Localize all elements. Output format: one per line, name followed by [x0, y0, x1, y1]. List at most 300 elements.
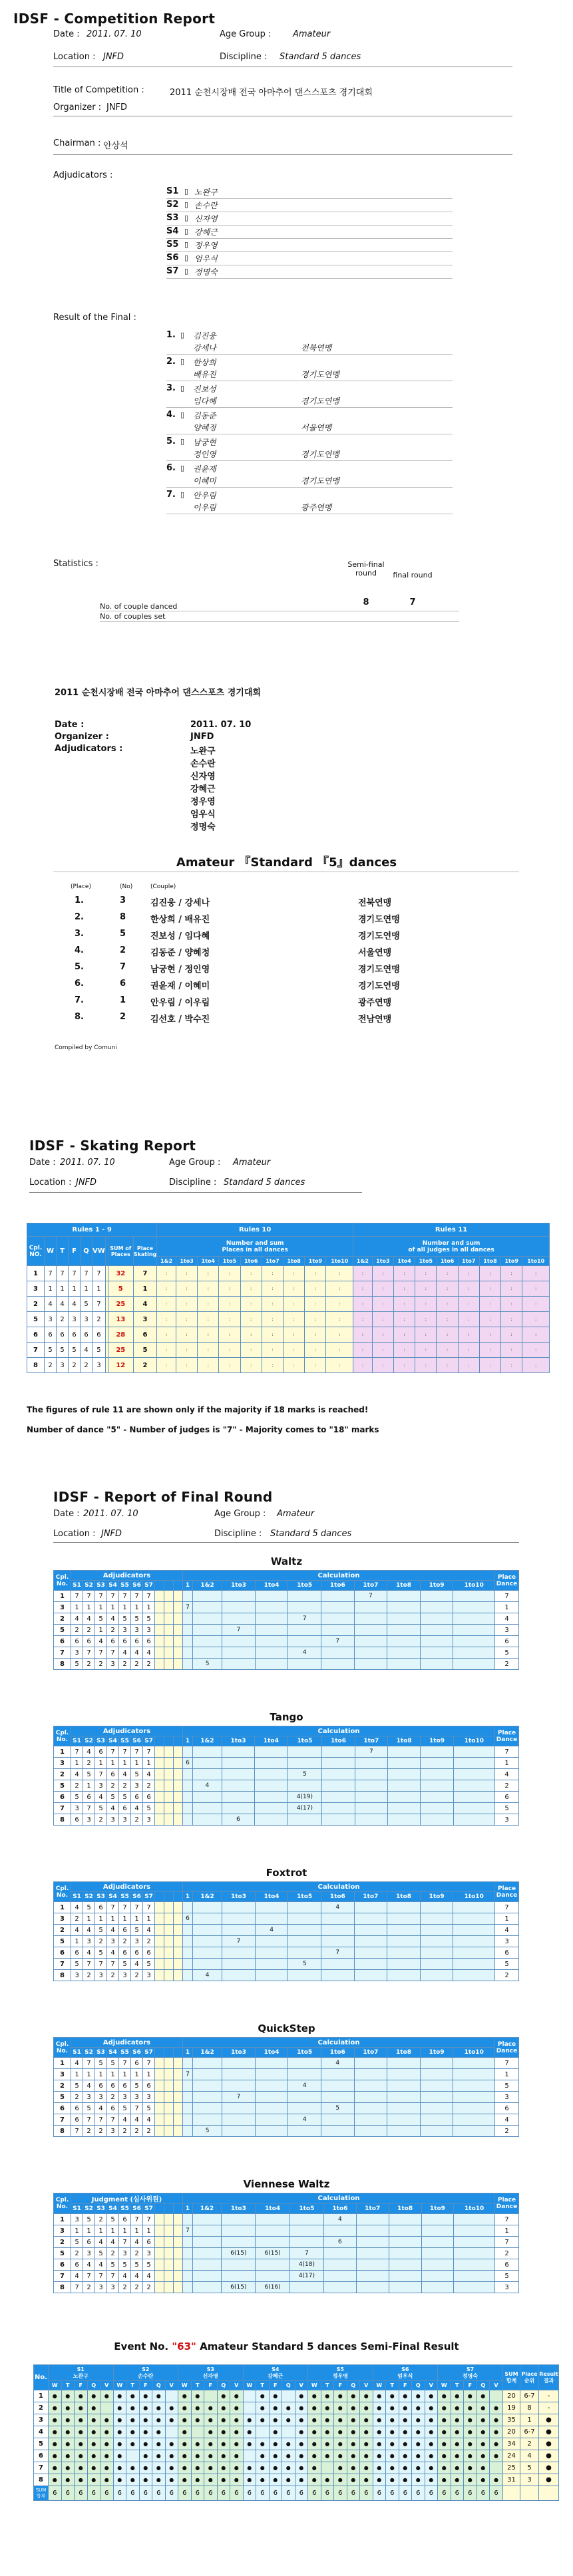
judge-mark: 3 [143, 2248, 155, 2259]
sum-header: SUM of Places [108, 1237, 133, 1266]
mark-icon: ● [441, 2417, 447, 2423]
calc-col-header: 1&2 [193, 1892, 222, 1902]
calc-cell [354, 1636, 387, 1647]
rules-11-cell: : [501, 1358, 522, 1373]
semi-cpl-number: 3 [34, 2414, 49, 2426]
result-female: 이혜미 [193, 476, 216, 486]
judge-mark: 6 [131, 2058, 143, 2069]
cpl-number: 5 [54, 1936, 71, 1947]
divider [29, 1192, 362, 1193]
semi-mark-cell [490, 2402, 503, 2414]
semi-mark-cell [178, 2414, 192, 2426]
calc-cell [192, 2237, 221, 2248]
calc-cell [193, 1902, 222, 1913]
semi-place: 3 [520, 2474, 539, 2486]
final-row [54, 2214, 519, 2225]
mark-icon: ● [234, 2465, 239, 2471]
calc-col-header: 1to8 [389, 2204, 421, 2214]
semi-mark-cell [295, 2462, 308, 2474]
extra-judge-cell [174, 1659, 183, 1670]
semi-mark-cell [100, 2390, 114, 2402]
final-row [54, 1602, 519, 1613]
semi-mark-cell [308, 2450, 321, 2462]
adjudicator-bullet-icon: ▯ [184, 240, 189, 249]
semi-mark-cell [321, 2474, 334, 2486]
calc-cell [193, 1613, 222, 1625]
semi-mark-cell [87, 2450, 100, 2462]
result-bullet-icon: ▯ [180, 410, 185, 419]
mark-icon: ● [377, 2477, 382, 2483]
summary-couple: 김선호 / 박수진 [150, 1015, 210, 1025]
semi-mark-cell [217, 2426, 230, 2438]
mark-icon: ● [480, 2453, 486, 2459]
dance-place: 2 [45, 1358, 57, 1373]
mark-icon: ● [415, 2405, 421, 2411]
rules-11-cell: : [501, 1297, 522, 1312]
mark-icon: ● [311, 2465, 317, 2471]
semi-mark-cell [308, 2426, 321, 2438]
mark-icon: ● [78, 2417, 83, 2423]
semi-sum-cell: 6 [126, 2486, 140, 2501]
rules-11-cell: : [458, 1281, 479, 1297]
calc-col-header: 1to3 [222, 1581, 256, 1591]
calc-cell [323, 2248, 356, 2259]
extra-judge-cell [174, 2237, 183, 2248]
cpl-number: 3 [54, 1758, 71, 1769]
judge-mark: 5 [83, 2214, 95, 2225]
judge-header: S5 [119, 2048, 131, 2058]
rules-10-cell: : [219, 1327, 240, 1343]
judge-mark: 7 [131, 2103, 143, 2114]
judge-mark: 7 [71, 1591, 83, 1602]
final-row [54, 1792, 519, 1803]
mark-icon: ● [156, 2441, 161, 2447]
mark-icon: ● [221, 2417, 226, 2423]
semi-mark-cell [217, 2474, 230, 2486]
extra-judge-cell [164, 1625, 174, 1636]
judge-mark: 7 [71, 2126, 83, 2137]
extra-judge-cell [155, 1659, 164, 1670]
result-club: 광주연맹 [301, 503, 332, 512]
mark-icon: ● [78, 2477, 83, 2483]
calc-cell [354, 1902, 387, 1913]
judge-header: S7 [143, 1892, 155, 1902]
semi-mark-cell [256, 2402, 270, 2414]
semi-mark-cell [204, 2426, 218, 2438]
mark-icon: ● [441, 2405, 447, 2411]
semi-mark-cell [477, 2402, 490, 2414]
dance-col-header: W [45, 1237, 57, 1266]
judge-mark: 5 [119, 1959, 131, 1970]
final-row [54, 2271, 519, 2282]
semi-mark-cell [191, 2390, 204, 2402]
mark-icon: ● [441, 2441, 447, 2447]
place-dance: 2 [495, 1970, 519, 1981]
rules-10-cell: : [157, 1343, 176, 1358]
summary-no: 2 [120, 945, 126, 955]
calc-cell [387, 2058, 421, 2069]
judge-mark: 4 [71, 2058, 83, 2069]
judge-mark: 6 [143, 1636, 155, 1647]
judge-mark: 6 [131, 1792, 143, 1803]
cpl-number: 8 [27, 1358, 45, 1373]
semi-mark-cell [373, 2474, 386, 2486]
calc-cell [255, 1959, 288, 1970]
mark-icon: ● [234, 2393, 239, 2399]
place-skating: 6 [133, 1327, 156, 1343]
calc-col-header: 1to4 [256, 2204, 289, 2214]
semi-mark-cell [451, 2462, 464, 2474]
judge-header: S5 [119, 1581, 131, 1591]
mark-icon: ● [156, 2405, 161, 2411]
judge-mark: 1 [71, 2225, 83, 2237]
place-dance: 3 [495, 2092, 519, 2103]
judge-mark: 1 [71, 1602, 83, 1613]
cpl-header: Cpl. NO. [27, 1237, 45, 1266]
extra-judge-cell [164, 1970, 174, 1981]
judge-mark: 3 [71, 1803, 83, 1814]
extra-judge-cell [174, 2080, 183, 2092]
calc-cell [354, 1925, 387, 1936]
judge-mark: 2 [131, 1970, 143, 1981]
calc-cell [222, 2225, 256, 2237]
calc-cell [421, 2237, 454, 2248]
event-title-suffix: Amateur Standard 5 dances Semi-Final Result [200, 2340, 459, 2352]
calc-cell [389, 2248, 421, 2259]
judge-mark: 3 [95, 1780, 107, 1792]
skating-discipline-label: Discipline : [169, 1178, 217, 1188]
mark-icon: ● [78, 2405, 83, 2411]
calc-cell [255, 1602, 288, 1613]
calc-cell [288, 1936, 321, 1947]
extra-judge-cell [155, 2282, 164, 2293]
extra-judge-header [164, 1736, 174, 1746]
judge-mark: 2 [119, 2282, 131, 2293]
mark-icon: ● [467, 2453, 473, 2459]
semi-mark-cell [269, 2402, 282, 2414]
semi-mark-cell [152, 2474, 166, 2486]
mark-icon: ● [363, 2429, 369, 2435]
semi-result: ● [539, 2474, 559, 2486]
semi-mark-cell [152, 2402, 166, 2414]
rules-11-cell: : [372, 1281, 393, 1297]
semi-mark-cell [204, 2450, 218, 2462]
cpl-number: 8 [54, 1970, 71, 1981]
judge-mark: 4 [95, 2237, 107, 2248]
semi-mark-cell [165, 2390, 178, 2402]
semi-mark-cell [464, 2474, 477, 2486]
semi-mark-cell [412, 2390, 425, 2402]
calc-col-header: 1to5 [287, 1736, 322, 1746]
final-row [54, 1925, 519, 1936]
judge-mark: 4 [119, 2271, 131, 2282]
final-row [54, 1947, 519, 1959]
mark-icon: ● [273, 2429, 278, 2435]
calc-cell [193, 2069, 222, 2080]
final-header-row [54, 1882, 519, 1892]
calc-cell [193, 2114, 222, 2126]
semi-mark-cell [347, 2474, 360, 2486]
calc-cell [387, 2126, 421, 2137]
semi-mark-cell [178, 2474, 192, 2486]
result-female: 양혜정 [193, 423, 216, 432]
semi-mark-cell [334, 2390, 347, 2402]
semi-mark-cell [139, 2402, 152, 2414]
extra-judge-cell [164, 1746, 174, 1758]
calc-cell [356, 2214, 389, 2225]
judge-mark: 3 [83, 2248, 95, 2259]
place-skating: 3 [133, 1312, 156, 1327]
semi-final-grid [33, 2364, 559, 2501]
semi-mark-cell [269, 2450, 282, 2462]
rules-10-cell: : [240, 1358, 262, 1373]
semi-mark-cell [373, 2390, 386, 2402]
adjudicators-label: Adjudicators : [53, 170, 113, 180]
skating-header-row-2 [27, 1237, 550, 1257]
extra-judge-cell [155, 2225, 164, 2237]
result-bullet-icon: ▯ [180, 331, 185, 339]
calc-cell [288, 1625, 321, 1636]
mark-icon: ● [363, 2477, 369, 2483]
judge-mark: 3 [131, 1936, 143, 1947]
semi-mark-cell [386, 2438, 399, 2450]
final-dance-table [53, 1881, 519, 1981]
judge-mark: 5 [71, 1659, 83, 1670]
extra-judge-cell [155, 1792, 164, 1803]
calc-col-header: 1to3 [222, 2048, 256, 2058]
mark-icon: ● [65, 2405, 71, 2411]
result-bullet-icon: ▯ [180, 464, 185, 472]
semi-mark-cell [451, 2426, 464, 2438]
mark-icon: ● [182, 2465, 187, 2471]
semi-mark-cell [269, 2414, 282, 2426]
semi-mark-cell [412, 2450, 425, 2462]
semi-mark-cell [243, 2450, 256, 2462]
mark-icon: ● [143, 2429, 148, 2435]
semi-mark-cell [386, 2474, 399, 2486]
calc-cell [354, 1913, 387, 1925]
semi-mark-cell [126, 2462, 140, 2474]
mark-icon: ● [260, 2405, 265, 2411]
semi-dance-header: T [451, 2381, 464, 2390]
col-no-label: (No) [120, 884, 133, 890]
final-row [54, 1591, 519, 1602]
semi-mark-cell [113, 2402, 126, 2414]
semi-mark-cell [75, 2426, 88, 2438]
mark-icon: ● [52, 2453, 57, 2459]
extra-judge-cell [164, 1780, 174, 1792]
mark-icon: ● [221, 2429, 226, 2435]
dance-place: 7 [45, 1266, 57, 1281]
semi-mark-cell [126, 2414, 140, 2426]
rules-11-cell: : [415, 1281, 437, 1297]
semi-row [34, 2402, 559, 2414]
mark-icon: ● [208, 2417, 213, 2423]
final-row [54, 1625, 519, 1636]
semi-dance-header: Q [412, 2381, 425, 2390]
semi-mark-cell [87, 2426, 100, 2438]
judge-mark: 4 [143, 2114, 155, 2126]
semi-place-label: Place [521, 2370, 538, 2377]
extra-judge-cell [164, 1636, 174, 1647]
semi-judge-header [438, 2365, 503, 2381]
calc-cell [193, 1602, 222, 1613]
calc-cell [255, 1625, 288, 1636]
semi-mark-cell [139, 2414, 152, 2426]
mark-icon: ● [351, 2477, 356, 2483]
semi-mark-cell [438, 2462, 451, 2474]
semi-judge-name: 정명숙 [462, 2372, 478, 2379]
summary-place: 2. [75, 912, 84, 922]
mark-icon: ● [52, 2405, 57, 2411]
semi-mark-cell [451, 2438, 464, 2450]
judge-mark: 3 [71, 1970, 83, 1981]
judge-mark: 5 [71, 1959, 83, 1970]
final-row [54, 1959, 519, 1970]
extra-judge-cell [164, 1902, 174, 1913]
mark-icon: ● [52, 2477, 57, 2483]
semi-mark-cell [490, 2438, 503, 2450]
cpl-number: 7 [27, 1343, 45, 1358]
mark-icon: ● [351, 2429, 356, 2435]
cpl-no-header: Cpl. No. [54, 1882, 71, 1902]
semi-mark-cell [217, 2414, 230, 2426]
place-dance: 6 [495, 1947, 519, 1959]
mark-icon: ● [337, 2429, 343, 2435]
judge-mark: 2 [95, 1814, 107, 1826]
semi-mark-cell [49, 2450, 62, 2462]
mark-icon: ● [260, 2465, 265, 2471]
summary-couple: 남궁현 / 정인영 [150, 965, 210, 975]
semi-mark-cell [308, 2462, 321, 2474]
summary-place: 5. [75, 962, 84, 972]
rules-11-cell: : [353, 1343, 373, 1358]
calc-cell [387, 1936, 421, 1947]
calc-cell [389, 2225, 421, 2237]
judge-mark: 1 [143, 2069, 155, 2080]
calc-cell [453, 1746, 494, 1758]
extra-judge-cell [164, 1613, 174, 1625]
result-label: Result of the Final : [53, 313, 136, 323]
mark-icon: ● [415, 2393, 421, 2399]
mark-icon: ● [494, 2441, 498, 2447]
rules-11-cell: : [458, 1327, 479, 1343]
semi-mark-cell [113, 2474, 126, 2486]
calc-cell [321, 1625, 354, 1636]
judge-mark: 5 [131, 1613, 143, 1625]
place-dance: 3 [495, 2282, 519, 2293]
judge-mark: 4 [119, 1769, 131, 1780]
adjudicator-name: 손수란 [194, 201, 218, 210]
semi-mark-cell [100, 2438, 114, 2450]
semi-sum: 35 [503, 2414, 520, 2426]
mark-icon: ● [415, 2429, 421, 2435]
semi-mark-cell [295, 2414, 308, 2426]
mark-icon: ● [234, 2453, 239, 2459]
judge-mark: 1 [71, 1936, 83, 1947]
mark-icon: ● [494, 2453, 498, 2459]
rules-10-cell: : [284, 1343, 305, 1358]
cpl-number: 3 [54, 2225, 71, 2237]
semi-mark-cell [152, 2450, 166, 2462]
mark-icon: ● [221, 2453, 226, 2459]
cpl-number: 2 [54, 2237, 71, 2248]
mark-icon: ● [52, 2429, 57, 2435]
semi-judge-code: S4 [272, 2366, 280, 2372]
semi-mark-cell [191, 2474, 204, 2486]
semi-sum-cell: 6 [100, 2486, 114, 2501]
rules-11-cell: : [522, 1312, 550, 1327]
semi-mark-cell [178, 2438, 192, 2450]
mark-icon: ● [351, 2465, 356, 2471]
semi-result: ● [539, 2414, 559, 2426]
calc-cell [453, 1647, 495, 1659]
judge-mark: 4 [95, 2103, 107, 2114]
semi-mark-cell [399, 2474, 412, 2486]
final-row [54, 1746, 519, 1758]
skating-header-row [27, 1223, 550, 1237]
judge-header: S6 [131, 1736, 143, 1746]
skating-report-title: IDSF - Skating Report [29, 1138, 196, 1154]
summary-adjudicator: 손수란 [190, 759, 216, 769]
judge-mark: 7 [95, 2114, 107, 2126]
semi-mark-cell [139, 2450, 152, 2462]
judge-mark: 5 [95, 1947, 107, 1959]
place-range-header: 1to10 [326, 1257, 353, 1266]
mark-icon: ● [273, 2405, 278, 2411]
extra-judge-cell [174, 2114, 183, 2126]
semi-mark-cell [347, 2426, 360, 2438]
calc-cell [222, 1902, 256, 1913]
final-location-label: Location : [53, 1529, 96, 1539]
extra-judge-cell [174, 1947, 183, 1959]
calc-cell [255, 1902, 288, 1913]
mark-icon: ● [363, 2441, 369, 2447]
calc-cell [193, 1625, 222, 1636]
calc-cell: 7 [183, 1602, 193, 1613]
semi-mark-cell [425, 2450, 438, 2462]
rules-10-cell: : [305, 1297, 326, 1312]
semi-sum-cell: 6 [438, 2486, 451, 2501]
mark-icon: ● [221, 2465, 226, 2471]
rules-11-cell: : [479, 1312, 500, 1327]
judge-mark: 5 [83, 1902, 95, 1913]
calc-cell [454, 2248, 495, 2259]
calc-cell [387, 1591, 421, 1602]
semi-result: ● [539, 2450, 559, 2462]
summary-date: 2011. 07. 10 [190, 720, 252, 730]
final-row [54, 1803, 519, 1814]
calc-cell [388, 1792, 421, 1803]
extra-judge-cell [164, 2080, 174, 2092]
result-male: 안우림 [193, 491, 216, 500]
mark-icon: ● [403, 2453, 408, 2459]
rules-11-cell: : [394, 1312, 415, 1327]
dance-place: 2 [93, 1312, 106, 1327]
semi-sum: 25 [503, 2462, 520, 2474]
calc-col-header: 1to8 [388, 1736, 421, 1746]
rules-10-cell: : [326, 1297, 353, 1312]
extra-judge-cell [164, 2092, 174, 2103]
judge-mark: 3 [119, 2092, 131, 2103]
semi-mark-cell [49, 2438, 62, 2450]
place-skating-header: Place Skating [133, 1237, 156, 1266]
judge-mark: 7 [107, 2114, 119, 2126]
calc-cell [387, 1647, 421, 1659]
judge-mark: 5 [143, 1613, 155, 1625]
judge-mark: 2 [131, 1659, 143, 1670]
semi-mark-cell [490, 2474, 503, 2486]
